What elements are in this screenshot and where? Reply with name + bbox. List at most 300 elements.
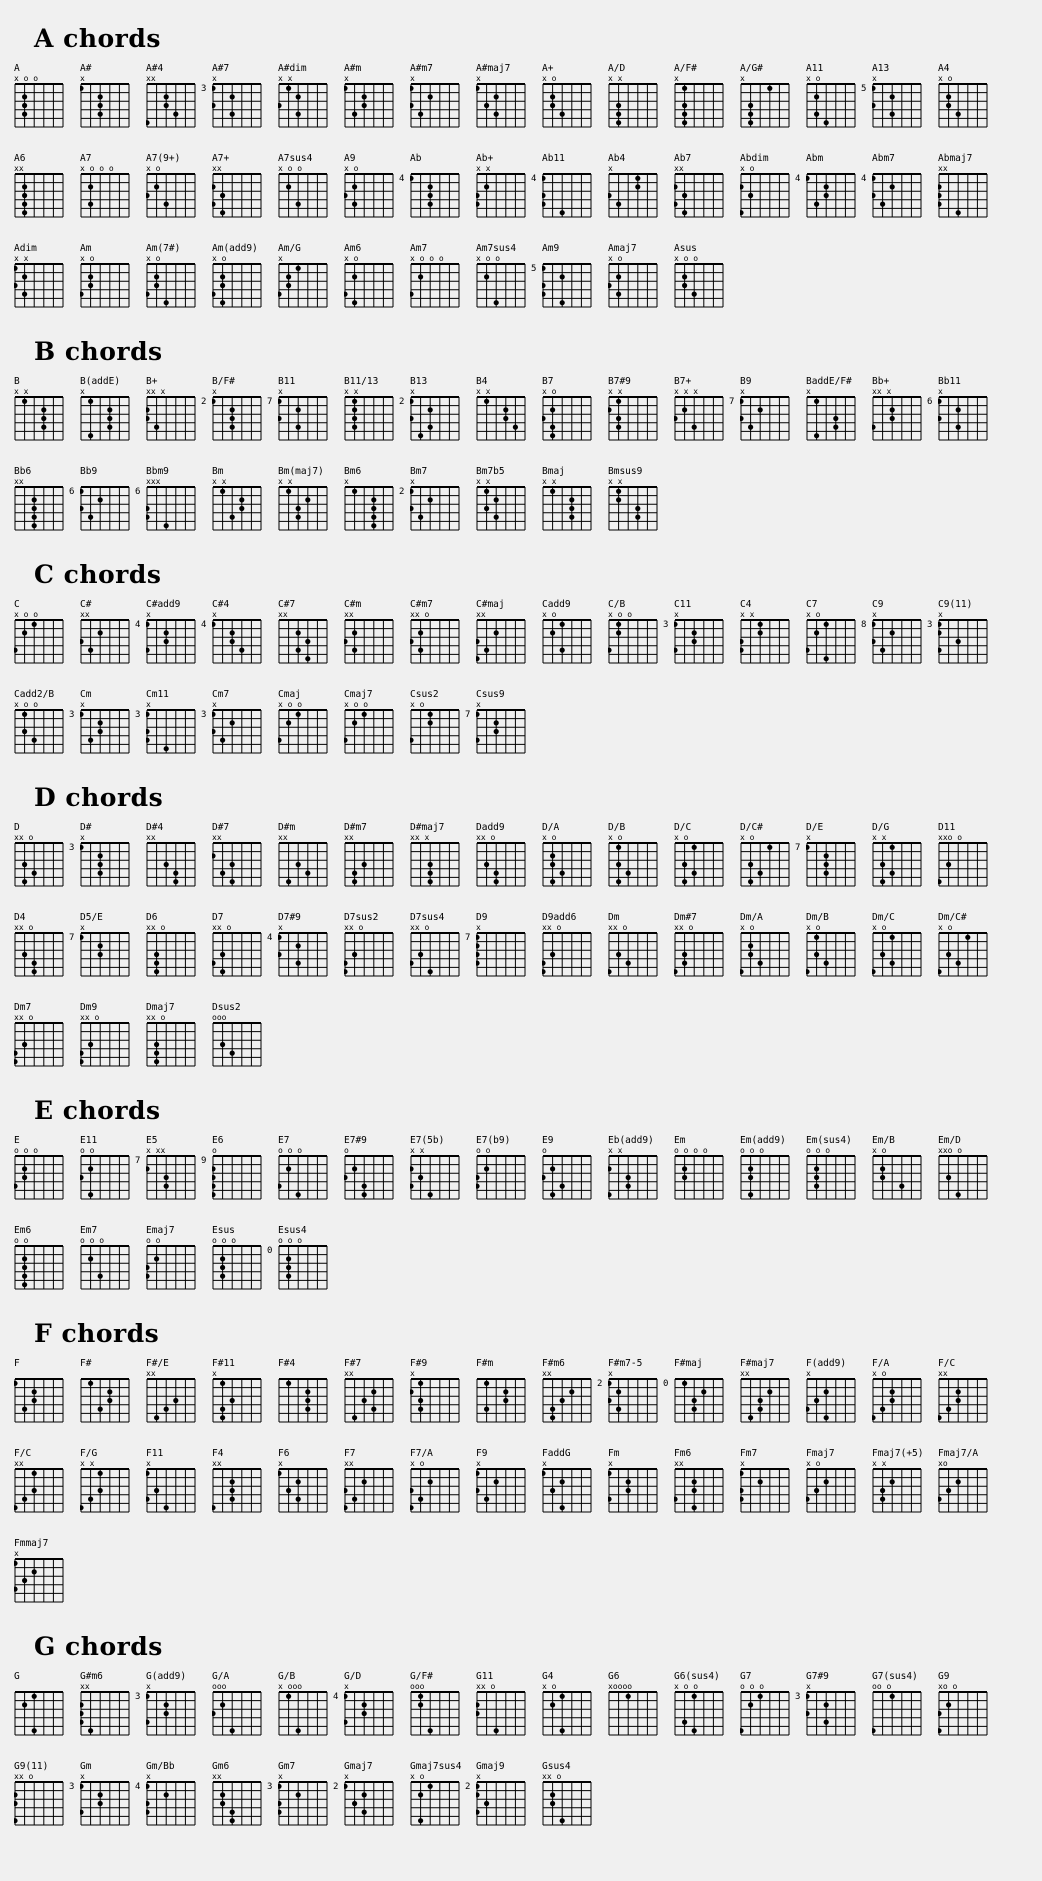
chord-card[interactable] <box>210 912 276 978</box>
chord-card[interactable] <box>540 599 606 665</box>
chord-card[interactable] <box>936 912 1002 978</box>
chord-name: A7 <box>80 153 92 164</box>
chord-card[interactable] <box>12 912 78 978</box>
chord-card[interactable] <box>738 599 804 665</box>
chord-card[interactable] <box>663 1358 738 1424</box>
chord-card[interactable] <box>408 599 474 665</box>
chord-card[interactable] <box>729 376 804 442</box>
chord-card[interactable] <box>276 153 342 219</box>
string-markers-text: x o <box>410 1772 425 1781</box>
string-markers <box>410 254 474 263</box>
chord-card[interactable] <box>210 1002 276 1068</box>
chord-card[interactable] <box>210 1358 276 1424</box>
string-markers-text: x <box>344 1772 349 1781</box>
chord-card[interactable] <box>606 1135 672 1201</box>
chord-card[interactable] <box>738 1358 804 1424</box>
chord-card[interactable] <box>606 466 672 532</box>
chord-card[interactable] <box>12 1761 78 1827</box>
chord-card[interactable] <box>870 912 936 978</box>
chord-card[interactable] <box>78 1358 144 1424</box>
chord-card[interactable] <box>408 1135 474 1201</box>
string-markers-text: x x <box>410 1146 425 1155</box>
string-markers-text: xx <box>146 1369 156 1378</box>
chord-card[interactable] <box>276 689 342 755</box>
chord-card[interactable] <box>474 63 540 129</box>
chord-card[interactable] <box>12 1002 78 1068</box>
string-markers <box>410 700 474 709</box>
string-markers-text: x <box>806 1369 811 1378</box>
chord-card[interactable] <box>201 599 276 665</box>
chord-card[interactable] <box>78 243 144 309</box>
fretboard-grid <box>476 1781 526 1826</box>
chord-card[interactable] <box>135 1671 210 1737</box>
chord-card[interactable] <box>144 912 210 978</box>
string-markers-text: x <box>212 387 217 396</box>
string-markers-text: x o <box>212 254 227 263</box>
chord-card[interactable] <box>342 243 408 309</box>
chord-name: F#11 <box>212 1358 235 1369</box>
chord-card[interactable] <box>663 599 738 665</box>
chord-card[interactable] <box>144 1358 210 1424</box>
string-markers-text: xoooo <box>608 1682 633 1691</box>
chord-card[interactable] <box>135 1761 210 1827</box>
chord-card[interactable] <box>936 1448 1002 1514</box>
chord-card[interactable] <box>540 466 606 532</box>
chord-card[interactable] <box>201 1135 276 1201</box>
string-markers-text: o o <box>14 1236 29 1245</box>
fretboard-diagram <box>408 83 474 129</box>
chord-card[interactable] <box>804 1135 870 1201</box>
chord-card[interactable] <box>342 1135 408 1201</box>
chord-card[interactable] <box>78 376 144 442</box>
chord-card[interactable] <box>12 376 78 442</box>
chord-card[interactable] <box>804 599 870 665</box>
chord-card[interactable] <box>399 376 474 442</box>
chord-card[interactable] <box>540 63 606 129</box>
chord-card[interactable] <box>474 1671 540 1737</box>
string-markers <box>14 1549 78 1558</box>
chord-card[interactable] <box>12 63 78 129</box>
chord-card[interactable] <box>12 153 78 219</box>
chord-card[interactable] <box>144 376 210 442</box>
chord-card[interactable] <box>342 376 408 442</box>
chord-card[interactable] <box>531 153 606 219</box>
chord-card[interactable] <box>210 822 276 888</box>
chord-name: D7#9 <box>278 912 301 923</box>
chord-grid <box>0 689 1042 769</box>
string-markers <box>146 387 210 396</box>
chord-card[interactable] <box>12 466 78 532</box>
chord-card[interactable] <box>936 1358 1002 1424</box>
fretboard-diagram <box>936 1155 1002 1201</box>
chord-card[interactable] <box>276 466 342 532</box>
chord-card[interactable] <box>267 912 342 978</box>
chord-card[interactable] <box>540 1671 606 1737</box>
chord-card[interactable] <box>69 689 144 755</box>
chord-card[interactable] <box>210 1671 276 1737</box>
chord-card[interactable] <box>861 63 936 129</box>
chord-card[interactable] <box>408 1761 474 1827</box>
chord-card[interactable] <box>870 1358 936 1424</box>
chord-card[interactable] <box>201 376 276 442</box>
chord-card[interactable] <box>474 599 540 665</box>
chord-card[interactable] <box>474 822 540 888</box>
chord-card[interactable] <box>144 1002 210 1068</box>
chord-card[interactable] <box>474 376 540 442</box>
fretboard-grid <box>806 932 856 977</box>
string-markers-text: x o <box>542 387 557 396</box>
chord-card[interactable] <box>408 1671 474 1737</box>
string-markers <box>278 700 342 709</box>
chord-card[interactable] <box>342 599 408 665</box>
chord-card[interactable] <box>672 822 738 888</box>
chord-card[interactable] <box>78 1448 144 1514</box>
chord-name: Cadd9 <box>542 599 571 610</box>
chord-card[interactable] <box>861 599 936 665</box>
chord-card[interactable] <box>606 1671 672 1737</box>
string-markers <box>476 700 540 709</box>
chord-card[interactable] <box>12 689 78 755</box>
chord-card[interactable] <box>144 1225 210 1291</box>
chord-card[interactable] <box>144 822 210 888</box>
chord-card[interactable] <box>342 63 408 129</box>
chord-card[interactable] <box>540 822 606 888</box>
chord-name: E6 <box>212 1135 224 1146</box>
chord-card[interactable] <box>870 822 936 888</box>
chord-card[interactable] <box>540 1448 606 1514</box>
fretboard-diagram <box>276 1155 342 1201</box>
chord-card[interactable] <box>870 1448 936 1514</box>
chord-card[interactable] <box>540 1761 606 1827</box>
chord-card[interactable] <box>408 912 474 978</box>
chord-card[interactable] <box>474 243 540 309</box>
chord-card[interactable] <box>936 822 1002 888</box>
chord-card[interactable] <box>474 153 540 219</box>
chord-card[interactable] <box>78 63 144 129</box>
chord-card[interactable] <box>12 243 78 309</box>
chord-card[interactable] <box>78 599 144 665</box>
chord-card[interactable] <box>465 1761 540 1827</box>
fretboard-diagram <box>870 1468 936 1514</box>
chord-card[interactable] <box>276 1671 342 1737</box>
chord-card[interactable] <box>804 1358 870 1424</box>
fretboard-grid <box>542 932 592 977</box>
chord-card[interactable] <box>342 689 408 755</box>
fretboard-diagram <box>342 619 408 665</box>
chord-card[interactable] <box>12 1671 78 1737</box>
chord-card[interactable] <box>672 376 738 442</box>
fretboard-diagram <box>12 1468 78 1514</box>
chord-card[interactable] <box>201 689 276 755</box>
string-markers <box>212 1682 276 1691</box>
chord-card[interactable] <box>540 376 606 442</box>
chord-card[interactable] <box>672 1448 738 1514</box>
string-markers-text: xx <box>476 610 486 619</box>
fretboard-grid <box>410 263 460 308</box>
fretboard-grid <box>410 1691 460 1736</box>
chord-name: Ab4 <box>608 153 626 164</box>
chord-card[interactable] <box>738 153 804 219</box>
chord-card[interactable] <box>474 466 540 532</box>
chord-card[interactable] <box>672 1135 738 1201</box>
string-markers <box>212 923 276 932</box>
chord-card[interactable] <box>12 1448 78 1514</box>
chord-card[interactable] <box>540 1358 606 1424</box>
chord-card[interactable] <box>474 1448 540 1514</box>
chord-card[interactable] <box>144 1448 210 1514</box>
chord-name: Em(sus4) <box>806 1135 852 1146</box>
chord-card[interactable] <box>135 466 210 532</box>
fretboard-grid <box>80 173 130 218</box>
chord-card[interactable] <box>69 466 144 532</box>
chord-card[interactable] <box>276 822 342 888</box>
fretboard-grid <box>608 932 658 977</box>
chord-card[interactable] <box>870 376 936 442</box>
string-markers <box>278 833 342 842</box>
chord-card[interactable] <box>12 599 78 665</box>
fretboard-diagram <box>927 396 1002 442</box>
chord-card[interactable] <box>210 466 276 532</box>
chord-card[interactable] <box>144 243 210 309</box>
string-markers-text: x o o o <box>80 164 114 173</box>
chord-card[interactable] <box>78 1002 144 1068</box>
string-markers-text: x o o o <box>410 254 444 263</box>
fretboard-diagram <box>276 1378 342 1424</box>
chord-card[interactable] <box>804 912 870 978</box>
chord-section <box>0 243 1042 323</box>
fretboard-grid <box>608 1468 658 1513</box>
chord-card[interactable] <box>606 63 672 129</box>
chord-card[interactable] <box>267 1761 342 1827</box>
chord-card[interactable] <box>804 63 870 129</box>
string-markers <box>476 833 540 842</box>
chord-name: A/F# <box>674 63 697 74</box>
string-markers-text: x <box>212 74 217 83</box>
chord-card[interactable] <box>672 153 738 219</box>
chord-card[interactable] <box>474 1358 540 1424</box>
fret-number: 3 <box>201 710 207 720</box>
chord-card[interactable] <box>738 1135 804 1201</box>
chord-card[interactable] <box>672 63 738 129</box>
chord-grid <box>0 1135 1042 1215</box>
string-markers <box>146 74 210 83</box>
chord-card[interactable] <box>12 1225 78 1291</box>
chord-card[interactable] <box>672 243 738 309</box>
chord-card[interactable] <box>210 1761 276 1827</box>
chord-card[interactable] <box>606 599 672 665</box>
chord-card[interactable] <box>144 63 210 129</box>
chord-card[interactable] <box>78 1671 144 1737</box>
chord-name: C#maj <box>476 599 505 610</box>
string-markers <box>410 923 474 932</box>
chord-card[interactable] <box>606 912 672 978</box>
string-markers-text: x <box>476 700 481 709</box>
chord-card[interactable] <box>267 376 342 442</box>
chord-card[interactable] <box>465 912 540 978</box>
chord-name: B9 <box>740 376 752 387</box>
string-markers-text: x <box>278 1459 283 1468</box>
string-markers-text: x o <box>740 164 755 173</box>
string-markers <box>608 164 672 173</box>
chord-card[interactable] <box>936 63 1002 129</box>
chord-card[interactable] <box>738 1448 804 1514</box>
chord-card[interactable] <box>78 153 144 219</box>
chord-card[interactable] <box>399 466 474 532</box>
chord-card[interactable] <box>210 243 276 309</box>
chord-card[interactable] <box>465 689 540 755</box>
chord-card[interactable] <box>408 822 474 888</box>
chord-card[interactable] <box>78 1225 144 1291</box>
fretboard-grid <box>80 1691 130 1736</box>
string-markers-text: x o <box>344 254 359 263</box>
string-markers <box>80 1236 144 1245</box>
fretboard-diagram <box>474 1378 540 1424</box>
chord-card[interactable] <box>936 153 1002 219</box>
chord-card[interactable] <box>408 1358 474 1424</box>
fretboard-grid <box>146 396 196 441</box>
chord-card[interactable] <box>342 1358 408 1424</box>
chord-card[interactable] <box>870 1135 936 1201</box>
string-markers <box>872 387 936 396</box>
chord-card[interactable] <box>12 1358 78 1424</box>
chord-card[interactable] <box>276 599 342 665</box>
chord-card[interactable] <box>12 1538 78 1604</box>
chord-card[interactable] <box>861 153 936 219</box>
fretboard-grid <box>80 1468 130 1513</box>
string-markers-text: xx <box>344 1459 354 1468</box>
chord-card[interactable] <box>276 1448 342 1514</box>
chord-card[interactable] <box>738 822 804 888</box>
chord-name: Adim <box>14 243 37 254</box>
fretboard-grid <box>608 83 658 128</box>
chord-card[interactable] <box>333 1671 408 1737</box>
chord-card[interactable] <box>804 1448 870 1514</box>
string-markers-text: o <box>542 1146 547 1155</box>
chord-card[interactable] <box>342 466 408 532</box>
fretboard-diagram <box>12 83 78 129</box>
chord-card[interactable] <box>144 153 210 219</box>
chord-card[interactable] <box>276 1358 342 1424</box>
chord-card[interactable] <box>276 243 342 309</box>
fretboard-grid <box>212 1468 262 1513</box>
chord-card[interactable] <box>927 376 1002 442</box>
chord-card[interactable] <box>795 822 870 888</box>
chord-card[interactable] <box>135 599 210 665</box>
chord-card[interactable] <box>540 1135 606 1201</box>
chord-card[interactable] <box>795 153 870 219</box>
chord-name: C7 <box>806 599 818 610</box>
chord-card[interactable] <box>210 1448 276 1514</box>
string-markers <box>542 1682 606 1691</box>
string-markers-text: xx o <box>542 923 562 932</box>
fretboard-diagram <box>936 1691 1002 1737</box>
fretboard-grid <box>608 619 658 664</box>
chord-card[interactable] <box>408 243 474 309</box>
chord-card[interactable] <box>276 1135 342 1201</box>
chord-card[interactable] <box>936 1135 1002 1201</box>
chord-card[interactable] <box>927 599 1002 665</box>
chord-card[interactable] <box>342 822 408 888</box>
chord-name: C4 <box>740 599 752 610</box>
fretboard-grid <box>410 619 460 664</box>
string-markers-text: x <box>608 164 613 173</box>
chord-card[interactable] <box>540 912 606 978</box>
chord-section <box>0 783 1042 902</box>
chord-card[interactable] <box>795 1671 870 1737</box>
fretboard-diagram <box>606 83 672 129</box>
chord-card[interactable] <box>342 1448 408 1514</box>
chord-card[interactable] <box>804 376 870 442</box>
string-markers <box>410 610 474 619</box>
chord-card[interactable] <box>408 689 474 755</box>
fretboard-diagram <box>936 932 1002 978</box>
chord-card[interactable] <box>738 912 804 978</box>
chord-card[interactable] <box>672 1671 738 1737</box>
chord-card[interactable] <box>342 912 408 978</box>
chord-card[interactable] <box>135 1135 210 1201</box>
chord-card[interactable] <box>597 1358 672 1424</box>
fretboard-grid <box>80 263 130 308</box>
fretboard-grid <box>542 1781 592 1826</box>
chord-name: Abm <box>806 153 824 164</box>
fretboard-grid <box>14 1378 64 1423</box>
chord-card[interactable] <box>936 1671 1002 1737</box>
chord-card[interactable] <box>69 822 144 888</box>
chord-card[interactable] <box>201 63 276 129</box>
chord-card[interactable] <box>69 1761 144 1827</box>
chord-card[interactable] <box>276 63 342 129</box>
fretboard-grid <box>938 1468 988 1513</box>
chord-card[interactable] <box>69 912 144 978</box>
chord-card[interactable] <box>738 63 804 129</box>
chord-card[interactable] <box>78 1135 144 1201</box>
fretboard-grid <box>212 619 262 664</box>
fretboard-grid <box>146 1245 196 1290</box>
chord-card[interactable] <box>870 1671 936 1737</box>
chord-card[interactable] <box>606 153 672 219</box>
chord-card[interactable] <box>606 243 672 309</box>
chord-card[interactable] <box>135 689 210 755</box>
chord-name: Gm <box>80 1761 92 1772</box>
chord-card[interactable] <box>672 912 738 978</box>
string-markers <box>80 477 144 486</box>
chord-card[interactable] <box>408 63 474 129</box>
fret-number: 4 <box>267 933 273 943</box>
chord-card[interactable] <box>12 1135 78 1201</box>
fretboard-grid <box>410 1155 460 1200</box>
chord-card[interactable] <box>606 1448 672 1514</box>
chord-name: F9 <box>476 1448 488 1459</box>
string-markers <box>806 74 870 83</box>
chord-card[interactable] <box>606 376 672 442</box>
chord-card[interactable] <box>408 1448 474 1514</box>
chord-card[interactable] <box>399 153 474 219</box>
chord-card[interactable] <box>210 153 276 219</box>
chord-card[interactable] <box>606 822 672 888</box>
chord-name: F# <box>80 1358 92 1369</box>
chord-card[interactable] <box>210 1225 276 1291</box>
string-markers <box>542 833 606 842</box>
fretboard-grid <box>146 1155 196 1200</box>
chord-card[interactable] <box>531 243 606 309</box>
chord-card[interactable] <box>267 1225 342 1291</box>
string-markers-text: xx <box>740 1369 750 1378</box>
chord-card[interactable] <box>333 1761 408 1827</box>
chord-card[interactable] <box>474 1135 540 1201</box>
chord-card[interactable] <box>12 822 78 888</box>
chord-card[interactable] <box>342 153 408 219</box>
chord-card[interactable] <box>738 1671 804 1737</box>
